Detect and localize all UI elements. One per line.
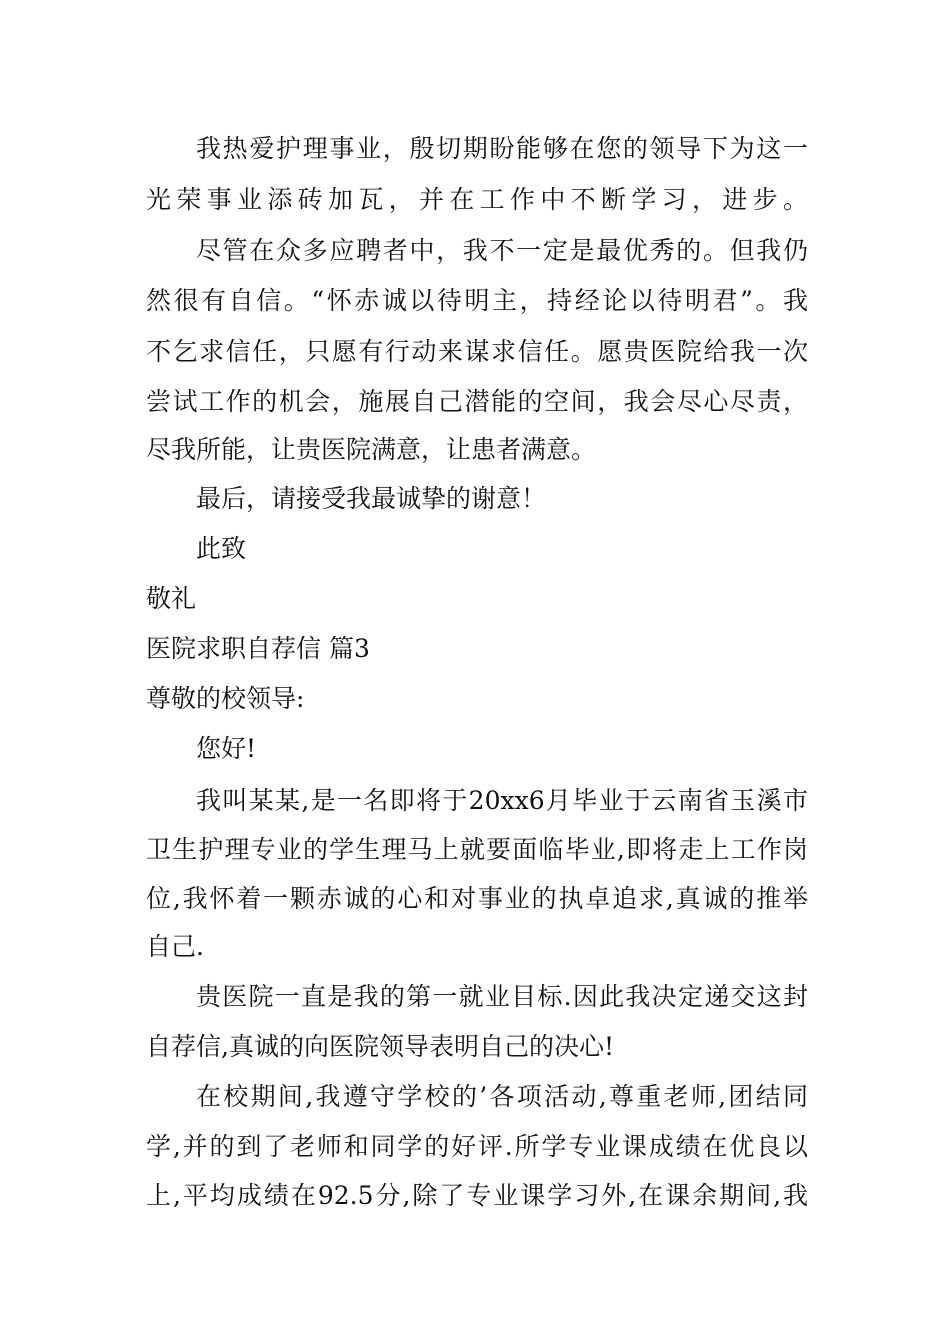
paragraph-line: 在校期间,我遵守学校的’各项活动,尊重老师,团结同	[196, 1082, 808, 1111]
paragraph-line: 然很有自信。“怀赤诚以待明主，持经论以待明君”。我	[146, 286, 808, 315]
closing-regards: 敬礼	[146, 584, 197, 613]
paragraph-line: 自己.	[146, 932, 204, 961]
paragraph-line: 贵医院一直是我的第一就业目标.因此我决定递交这封	[196, 982, 808, 1011]
paragraph-line: 尽我所能，让贵医院满意，让患者满意。	[146, 435, 597, 464]
paragraph-line: 尝试工作的机会，施展自己潜能的空间，我会尽心尽责，	[146, 387, 808, 416]
paragraph-line: 我叫某某,是一名即将于20xx6月毕业于云南省玉溪市	[196, 786, 808, 815]
paragraph-line: 位,我怀着一颗赤诚的心和对事业的执卓追求,真诚的推举	[146, 884, 808, 913]
paragraph-line: 最后，请接受我最诚挚的谢意！	[196, 484, 547, 513]
paragraph-line: 光荣事业添砖加瓦，并在工作中不断学习，进步。	[146, 185, 808, 214]
paragraph-line: 我热爱护理事业，殷切期盼能够在您的领导下为这一	[196, 134, 808, 163]
paragraph-line: 卫生护理专业的学生理马上就要面临毕业,即将走上工作岗	[146, 835, 808, 864]
paragraph-line: 自荐信,真诚的向医院领导表明自己的决心!	[146, 1032, 614, 1061]
paragraph-line: 不乞求信任，只愿有行动来谋求信任。愿贵医院给我一次	[146, 337, 808, 366]
paragraph-line: 学,并的到了老师和同学的好评.所学专业课成绩在优良以	[146, 1132, 808, 1161]
greeting: 尊敬的校领导:	[146, 684, 305, 713]
closing-salutation: 此致	[196, 534, 247, 563]
greeting-line: 您好!	[196, 734, 257, 763]
paragraph-line: 上,平均成绩在92.5分,除了专业课学习外,在课余期间,我	[146, 1181, 808, 1210]
section-title: 医院求职自荐信 篇3	[146, 634, 370, 663]
paragraph-line: 尽管在众多应聘者中，我不一定是最优秀的。但我仍	[196, 236, 808, 265]
